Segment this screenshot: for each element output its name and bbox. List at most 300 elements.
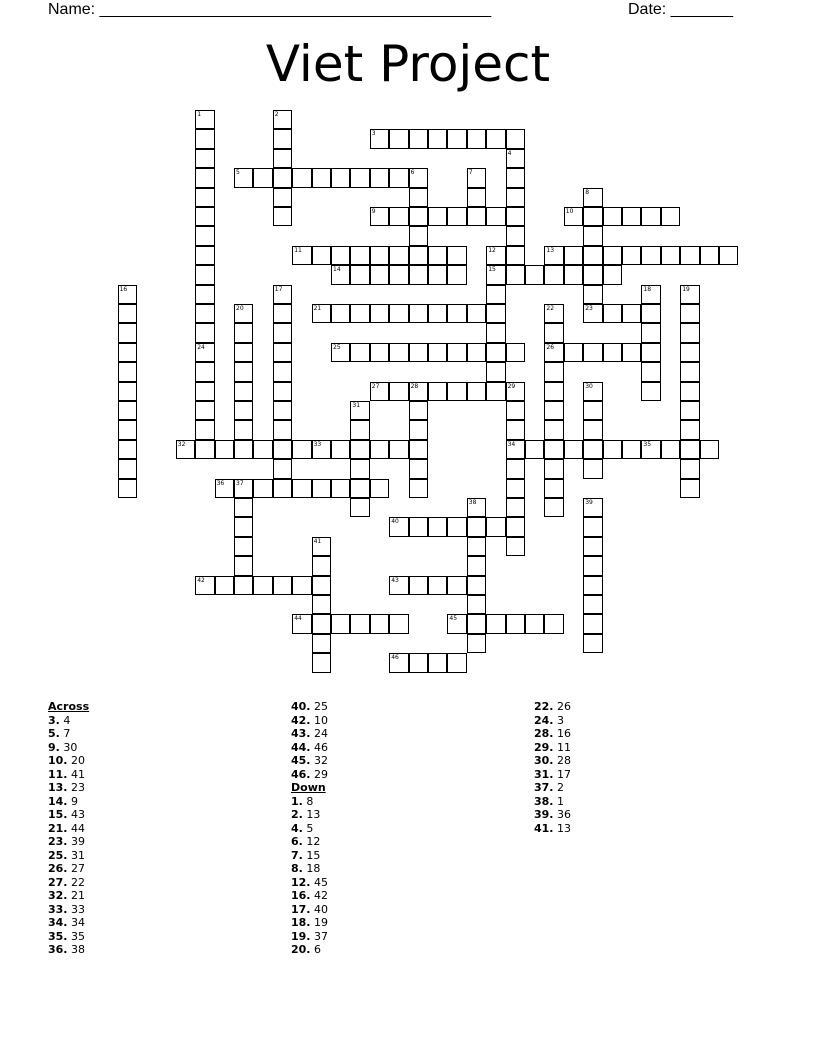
grid-cell[interactable] [583, 517, 602, 536]
grid-cell[interactable] [603, 246, 622, 265]
grid-cell[interactable] [370, 304, 389, 323]
grid-cell[interactable] [273, 323, 292, 342]
grid-cell[interactable] [661, 207, 680, 226]
grid-cell[interactable] [506, 168, 525, 187]
grid-cell[interactable] [583, 440, 602, 459]
grid-cell[interactable] [195, 110, 214, 129]
grid-cell[interactable] [583, 420, 602, 439]
grid-cell[interactable] [641, 382, 660, 401]
grid-cell[interactable] [409, 265, 428, 284]
grid-cell[interactable] [409, 168, 428, 187]
grid-cell[interactable] [253, 168, 272, 187]
grid-cell[interactable] [428, 576, 447, 595]
grid-cell[interactable] [350, 614, 369, 633]
grid-cell[interactable] [680, 459, 699, 478]
grid-cell[interactable] [389, 168, 408, 187]
grid-cell[interactable] [409, 479, 428, 498]
grid-cell[interactable] [389, 343, 408, 362]
grid-cell[interactable] [719, 246, 738, 265]
grid-cell[interactable] [506, 401, 525, 420]
grid-cell[interactable] [583, 537, 602, 556]
grid-cell[interactable] [603, 304, 622, 323]
grid-cell[interactable] [409, 207, 428, 226]
grid-cell[interactable] [641, 246, 660, 265]
grid-cell[interactable] [447, 246, 466, 265]
grid-cell[interactable] [350, 440, 369, 459]
grid-cell[interactable] [195, 343, 214, 362]
grid-cell[interactable] [350, 479, 369, 498]
grid-cell[interactable] [409, 653, 428, 672]
grid-cell[interactable] [409, 343, 428, 362]
grid-cell[interactable] [370, 614, 389, 633]
grid-cell[interactable] [118, 420, 137, 439]
grid-cell[interactable] [680, 382, 699, 401]
grid-cell[interactable] [467, 595, 486, 614]
grid-cell[interactable] [312, 634, 331, 653]
grid-cell[interactable] [195, 323, 214, 342]
grid-cell[interactable] [583, 246, 602, 265]
grid-cell[interactable] [467, 556, 486, 575]
grid-cell[interactable] [583, 498, 602, 517]
grid-cell[interactable] [544, 459, 563, 478]
grid-cell[interactable] [583, 188, 602, 207]
grid-cell[interactable] [370, 168, 389, 187]
grid-cell[interactable] [622, 343, 641, 362]
grid-cell[interactable] [428, 207, 447, 226]
grid-cell[interactable] [370, 382, 389, 401]
grid-cell[interactable] [486, 382, 505, 401]
grid-cell[interactable] [544, 323, 563, 342]
grid-cell[interactable] [467, 576, 486, 595]
grid-cell[interactable] [370, 129, 389, 148]
grid-cell[interactable] [447, 614, 466, 633]
grid-cell[interactable] [234, 420, 253, 439]
grid-cell[interactable] [506, 382, 525, 401]
grid-cell[interactable] [467, 498, 486, 517]
grid-cell[interactable] [195, 168, 214, 187]
grid-cell[interactable] [428, 304, 447, 323]
grid-cell[interactable] [641, 304, 660, 323]
grid-cell[interactable] [195, 129, 214, 148]
grid-cell[interactable] [506, 149, 525, 168]
grid-cell[interactable] [195, 226, 214, 245]
grid-cell[interactable] [409, 401, 428, 420]
grid-cell[interactable] [312, 304, 331, 323]
grid-cell[interactable] [680, 285, 699, 304]
grid-cell[interactable] [661, 440, 680, 459]
grid-cell[interactable] [506, 498, 525, 517]
grid-cell[interactable] [118, 362, 137, 381]
grid-cell[interactable] [331, 440, 350, 459]
grid-cell[interactable] [700, 440, 719, 459]
grid-cell[interactable] [215, 576, 234, 595]
grid-cell[interactable] [564, 440, 583, 459]
grid-cell[interactable] [312, 440, 331, 459]
grid-cell[interactable] [195, 362, 214, 381]
grid-cell[interactable] [544, 265, 563, 284]
grid-cell[interactable] [641, 440, 660, 459]
grid-cell[interactable] [273, 401, 292, 420]
grid-cell[interactable] [273, 110, 292, 129]
grid-cell[interactable] [195, 382, 214, 401]
grid-cell[interactable] [389, 382, 408, 401]
grid-cell[interactable] [506, 420, 525, 439]
clue-column-2 [291, 700, 328, 957]
grid-cell[interactable] [506, 459, 525, 478]
grid-cell[interactable] [409, 440, 428, 459]
grid-cell[interactable] [370, 479, 389, 498]
grid-cell[interactable] [350, 265, 369, 284]
grid-cell[interactable] [273, 285, 292, 304]
grid-cell[interactable] [370, 343, 389, 362]
grid-cell[interactable] [273, 382, 292, 401]
grid-cell[interactable] [350, 459, 369, 478]
grid-cell[interactable] [680, 420, 699, 439]
grid-cell[interactable] [234, 537, 253, 556]
grid-cell[interactable] [253, 440, 272, 459]
grid-cell[interactable] [447, 576, 466, 595]
grid-cell[interactable] [467, 129, 486, 148]
grid-cell[interactable] [409, 576, 428, 595]
grid-cell[interactable] [273, 304, 292, 323]
grid-cell[interactable] [273, 343, 292, 362]
grid-cell[interactable] [312, 168, 331, 187]
grid-cell[interactable] [544, 479, 563, 498]
grid-cell[interactable] [350, 401, 369, 420]
grid-cell[interactable] [622, 304, 641, 323]
grid-cell[interactable] [409, 304, 428, 323]
grid-cell[interactable] [680, 479, 699, 498]
grid-cell[interactable] [467, 304, 486, 323]
grid-cell[interactable] [680, 343, 699, 362]
grid-cell[interactable] [409, 459, 428, 478]
grid-cell[interactable] [486, 362, 505, 381]
grid-cell[interactable] [273, 479, 292, 498]
grid-cell[interactable] [583, 207, 602, 226]
grid-cell[interactable] [680, 362, 699, 381]
grid-cell[interactable] [389, 265, 408, 284]
grid-cell[interactable] [215, 440, 234, 459]
grid-cell[interactable] [331, 168, 350, 187]
grid-cell[interactable] [583, 226, 602, 245]
grid-cell[interactable] [195, 285, 214, 304]
grid-cell[interactable] [409, 129, 428, 148]
grid-cell[interactable] [506, 517, 525, 536]
grid-cell[interactable] [525, 614, 544, 633]
grid-cell[interactable] [234, 498, 253, 517]
grid-cell[interactable] [583, 614, 602, 633]
grid-cell[interactable] [428, 265, 447, 284]
grid-cell[interactable] [583, 343, 602, 362]
grid-cell[interactable] [118, 479, 137, 498]
grid-cell[interactable] [215, 479, 234, 498]
grid-cell[interactable] [312, 576, 331, 595]
grid-cell[interactable] [118, 382, 137, 401]
grid-cell[interactable] [583, 595, 602, 614]
grid-cell[interactable] [234, 479, 253, 498]
grid-cell[interactable] [312, 537, 331, 556]
grid-cell[interactable] [564, 207, 583, 226]
grid-cell[interactable] [331, 479, 350, 498]
grid-cell[interactable] [583, 576, 602, 595]
grid-cell[interactable] [467, 207, 486, 226]
grid-cell[interactable] [195, 304, 214, 323]
grid-cell[interactable] [292, 440, 311, 459]
grid-cell[interactable] [447, 517, 466, 536]
grid-cell[interactable] [273, 168, 292, 187]
grid-cell[interactable] [506, 479, 525, 498]
grid-cell[interactable] [467, 634, 486, 653]
grid-cell[interactable] [603, 207, 622, 226]
grid-cell[interactable] [583, 265, 602, 284]
grid-cell[interactable] [544, 440, 563, 459]
grid-cell[interactable] [680, 323, 699, 342]
grid-cell[interactable] [603, 343, 622, 362]
grid-cell[interactable] [486, 265, 505, 284]
grid-cell[interactable] [292, 576, 311, 595]
grid-cell[interactable] [467, 343, 486, 362]
grid-cell[interactable] [331, 246, 350, 265]
grid-cell[interactable] [350, 498, 369, 517]
grid-cell[interactable] [350, 420, 369, 439]
grid-cell[interactable] [467, 614, 486, 633]
grid-cell[interactable] [544, 304, 563, 323]
grid-cell[interactable] [467, 168, 486, 187]
grid-cell[interactable] [331, 614, 350, 633]
grid-cell[interactable] [447, 343, 466, 362]
grid-cell[interactable] [253, 576, 272, 595]
grid-cell[interactable] [389, 653, 408, 672]
grid-cell[interactable] [700, 246, 719, 265]
grid-cell[interactable] [389, 614, 408, 633]
grid-cell[interactable] [486, 246, 505, 265]
grid-cell[interactable] [583, 382, 602, 401]
grid-cell[interactable] [506, 265, 525, 284]
grid-cell[interactable] [622, 246, 641, 265]
grid-cell[interactable] [544, 246, 563, 265]
grid-cell[interactable] [273, 459, 292, 478]
grid-cell[interactable] [564, 343, 583, 362]
grid-cell[interactable] [273, 149, 292, 168]
grid-cell[interactable] [312, 595, 331, 614]
grid-cell[interactable] [447, 653, 466, 672]
grid-cell[interactable] [486, 207, 505, 226]
grid-cell[interactable] [195, 401, 214, 420]
grid-cell[interactable] [389, 304, 408, 323]
grid-cell[interactable] [273, 440, 292, 459]
grid-cell[interactable] [370, 440, 389, 459]
grid-cell[interactable] [467, 537, 486, 556]
grid-cell[interactable] [370, 246, 389, 265]
grid-cell[interactable] [680, 304, 699, 323]
grid-cell[interactable] [661, 246, 680, 265]
grid-cell[interactable] [331, 343, 350, 362]
grid-cell[interactable] [467, 382, 486, 401]
grid-cell[interactable] [389, 576, 408, 595]
grid-cell[interactable] [234, 382, 253, 401]
grid-cell[interactable] [486, 304, 505, 323]
grid-cell[interactable] [312, 556, 331, 575]
grid-cell[interactable] [564, 246, 583, 265]
grid-cell[interactable] [544, 382, 563, 401]
grid-cell[interactable] [234, 556, 253, 575]
grid-cell[interactable] [195, 576, 214, 595]
grid-cell[interactable] [409, 517, 428, 536]
grid-cell[interactable] [234, 168, 253, 187]
grid-cell[interactable] [312, 653, 331, 672]
grid-cell[interactable] [350, 304, 369, 323]
grid-cell[interactable] [506, 246, 525, 265]
grid-cell[interactable] [312, 614, 331, 633]
grid-cell[interactable] [506, 614, 525, 633]
grid-cell[interactable] [447, 207, 466, 226]
grid-cell[interactable] [389, 440, 408, 459]
grid-cell[interactable] [622, 440, 641, 459]
grid-cell[interactable] [273, 362, 292, 381]
grid-cell[interactable] [350, 343, 369, 362]
grid-cell[interactable] [118, 401, 137, 420]
grid-cell[interactable] [234, 362, 253, 381]
grid-cell[interactable] [292, 614, 311, 633]
grid-cell[interactable] [486, 343, 505, 362]
grid-cell[interactable] [195, 265, 214, 284]
grid-cell[interactable] [467, 517, 486, 536]
grid-cell[interactable] [544, 614, 563, 633]
grid-cell[interactable] [273, 420, 292, 439]
grid-cell[interactable] [234, 440, 253, 459]
grid-cell[interactable] [486, 285, 505, 304]
grid-cell[interactable] [389, 129, 408, 148]
grid-cell[interactable] [506, 188, 525, 207]
grid-cell[interactable] [583, 401, 602, 420]
grid-cell[interactable] [409, 246, 428, 265]
grid-cell[interactable] [234, 323, 253, 342]
grid-cell[interactable] [486, 517, 505, 536]
grid-cell[interactable] [409, 226, 428, 245]
grid-cell[interactable] [273, 576, 292, 595]
grid-cell[interactable] [370, 265, 389, 284]
grid-cell[interactable] [292, 479, 311, 498]
grid-cell[interactable] [506, 343, 525, 362]
grid-cell[interactable] [603, 265, 622, 284]
grid-cell[interactable] [389, 246, 408, 265]
grid-cell[interactable] [234, 343, 253, 362]
grid-cell[interactable] [389, 207, 408, 226]
grid-cell[interactable] [544, 362, 563, 381]
grid-cell[interactable] [195, 188, 214, 207]
grid-cell[interactable] [641, 285, 660, 304]
grid-cell[interactable] [409, 382, 428, 401]
grid-cell[interactable] [428, 382, 447, 401]
grid-cell[interactable] [525, 440, 544, 459]
grid-cell[interactable] [641, 343, 660, 362]
grid-cell[interactable] [273, 207, 292, 226]
grid-cell[interactable] [544, 343, 563, 362]
grid-cell[interactable] [583, 285, 602, 304]
grid-cell[interactable] [350, 246, 369, 265]
grid-cell[interactable] [409, 188, 428, 207]
grid-cell[interactable] [544, 420, 563, 439]
grid-cell[interactable] [195, 420, 214, 439]
grid-cell[interactable] [564, 265, 583, 284]
grid-cell[interactable] [428, 246, 447, 265]
grid-cell[interactable] [525, 265, 544, 284]
grid-cell[interactable] [292, 168, 311, 187]
grid-cell[interactable] [118, 343, 137, 362]
grid-cell[interactable] [195, 207, 214, 226]
grid-cell[interactable] [409, 420, 428, 439]
grid-cell[interactable] [370, 207, 389, 226]
grid-cell[interactable] [389, 517, 408, 536]
grid-cell[interactable] [622, 207, 641, 226]
grid-cell[interactable] [486, 129, 505, 148]
grid-cell[interactable] [583, 304, 602, 323]
grid-cell[interactable] [680, 440, 699, 459]
grid-cell[interactable] [506, 537, 525, 556]
grid-cell[interactable] [118, 459, 137, 478]
grid-cell[interactable] [447, 382, 466, 401]
grid-cell[interactable] [234, 517, 253, 536]
grid-cell[interactable] [195, 246, 214, 265]
grid-cell[interactable] [486, 614, 505, 633]
grid-cell[interactable] [680, 401, 699, 420]
grid-cell[interactable] [506, 440, 525, 459]
grid-cell[interactable] [253, 479, 272, 498]
grid-cell[interactable] [273, 129, 292, 148]
grid-cell[interactable] [312, 479, 331, 498]
grid-cell[interactable] [118, 440, 137, 459]
grid-cell[interactable] [273, 188, 292, 207]
grid-cell[interactable] [176, 440, 195, 459]
grid-cell[interactable] [118, 304, 137, 323]
grid-cell[interactable] [447, 304, 466, 323]
grid-cell[interactable] [118, 285, 137, 304]
grid-cell[interactable] [195, 149, 214, 168]
grid-cell[interactable] [447, 129, 466, 148]
grid-cell[interactable] [447, 265, 466, 284]
grid-cell[interactable] [428, 129, 447, 148]
grid-cell[interactable] [506, 129, 525, 148]
grid-cell[interactable] [350, 168, 369, 187]
grid-cell[interactable] [641, 323, 660, 342]
grid-cell[interactable] [641, 207, 660, 226]
grid-cell[interactable] [544, 498, 563, 517]
grid-cell[interactable] [428, 517, 447, 536]
grid-cell[interactable] [331, 265, 350, 284]
grid-cell[interactable] [234, 576, 253, 595]
grid-cell[interactable] [118, 323, 137, 342]
grid-cell[interactable] [641, 362, 660, 381]
grid-cell[interactable] [195, 440, 214, 459]
grid-cell[interactable] [544, 401, 563, 420]
grid-cell[interactable] [680, 246, 699, 265]
grid-cell[interactable] [234, 401, 253, 420]
grid-cell[interactable] [506, 226, 525, 245]
grid-cell[interactable] [428, 343, 447, 362]
grid-cell[interactable] [428, 653, 447, 672]
grid-cell[interactable] [583, 459, 602, 478]
grid-cell[interactable] [603, 440, 622, 459]
grid-cell[interactable] [292, 246, 311, 265]
grid-cell[interactable] [234, 304, 253, 323]
grid-cell[interactable] [312, 246, 331, 265]
grid-cell[interactable] [506, 207, 525, 226]
grid-cell[interactable] [467, 188, 486, 207]
grid-cell[interactable] [583, 634, 602, 653]
grid-cell[interactable] [331, 304, 350, 323]
grid-cell[interactable] [583, 556, 602, 575]
grid-cell[interactable] [486, 323, 505, 342]
